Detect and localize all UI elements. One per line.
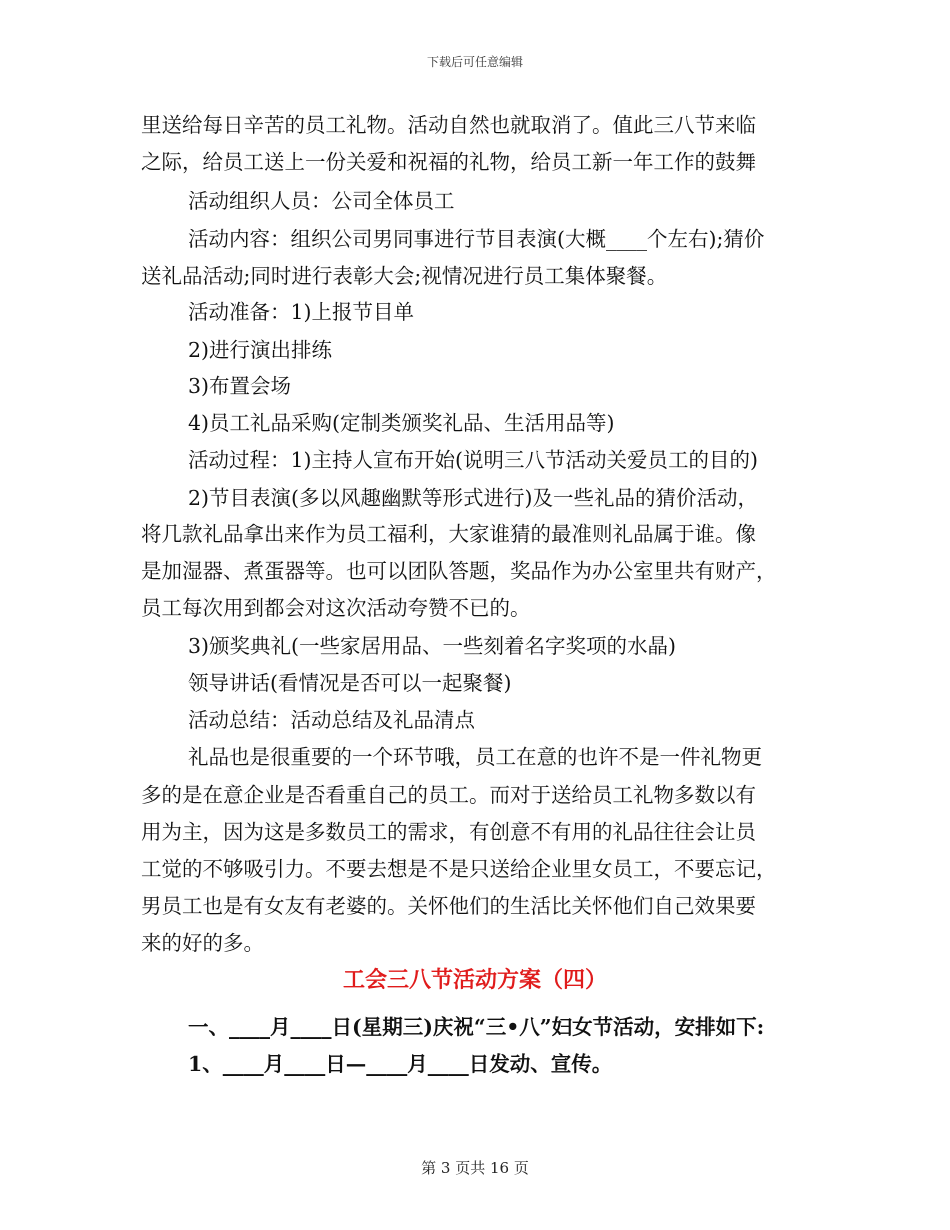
page-header: 下载后可任意编辑 [426,55,523,69]
paragraph-line: 将几款礼品拿出来作为员工福利，大家谁猜的最准则礼品属于谁。像 [141,522,756,546]
paragraph-line: 送礼品活动;同时进行表彰大会;视情况进行员工集体聚餐。 [141,264,668,288]
paragraph-line: 4)员工礼品采购(定制类颁奖礼品、生活用品等) [188,411,615,435]
paragraph-line: 里送给每日辛苦的员工礼物。活动自然也就取消了。值此三八节来临 [141,113,756,137]
page-footer: 第 3 页共 16 页 [421,1159,529,1177]
paragraph-line: 工觉的不够吸引力。不要去想是不是只送给企业里女员工，不要忘记， [141,857,777,881]
paragraph-line: 3)布置会场 [188,374,292,398]
paragraph-line: 活动准备：1)上报节目单 [188,300,415,324]
paragraph-line: 礼品也是很重要的一个环节哦，员工在意的也许不是一件礼物更 [188,745,762,769]
paragraph-line: 2)节目表演(多以风趣幽默等形式进行)及一些礼品的猜价活动， [188,486,759,510]
paragraph-line: 是加湿器、煮蛋器等。也可以团队答题，奖品作为办公室里共有财产， [141,559,777,583]
paragraph-line: 2)进行演出排练 [188,338,333,362]
paragraph-line: 活动过程：1)主持人宣布开始(说明三八节活动关爱员工的目的) [188,448,759,472]
paragraph-line: 3)颁奖典礼(一些家居用品、一些刻着名字奖项的水晶) [188,634,677,658]
list-item: 1、____月____日—____月____日发动、宣传。 [188,1052,613,1076]
paragraph-line: 活动总结：活动总结及礼品清点 [188,708,475,732]
list-item: 一、____月____日(星期三)庆祝“三•八”妇女节活动，安排如下: [188,1015,765,1039]
paragraph-line: 员工每次用到都会对这次活动夸赞不已的。 [141,596,531,620]
paragraph-line: 多的是在意企业是否看重自己的员工。而对于送给员工礼物多数以有 [141,783,756,807]
paragraph-line: 活动内容：组织公司男同事进行节目表演(大概____个左右);猜价 [188,227,765,251]
paragraph-line: 之际，给员工送上一份关爱和祝福的礼物，给员工新一年工作的鼓舞 [141,150,756,174]
paragraph-line: 来的好的多。 [141,931,264,955]
section-title: 工会三八节活动方案（四） [342,968,607,993]
paragraph-line: 活动组织人员：公司全体员工 [188,189,455,213]
paragraph-line: 领导讲话(看情况是否可以一起聚餐) [188,671,512,695]
paragraph-line: 用为主，因为这是多数员工的需求，有创意不有用的礼品往往会让员 [141,820,756,844]
paragraph-line: 男员工也是有女友有老婆的。关怀他们的生活比关怀他们自己效果要 [141,894,756,918]
